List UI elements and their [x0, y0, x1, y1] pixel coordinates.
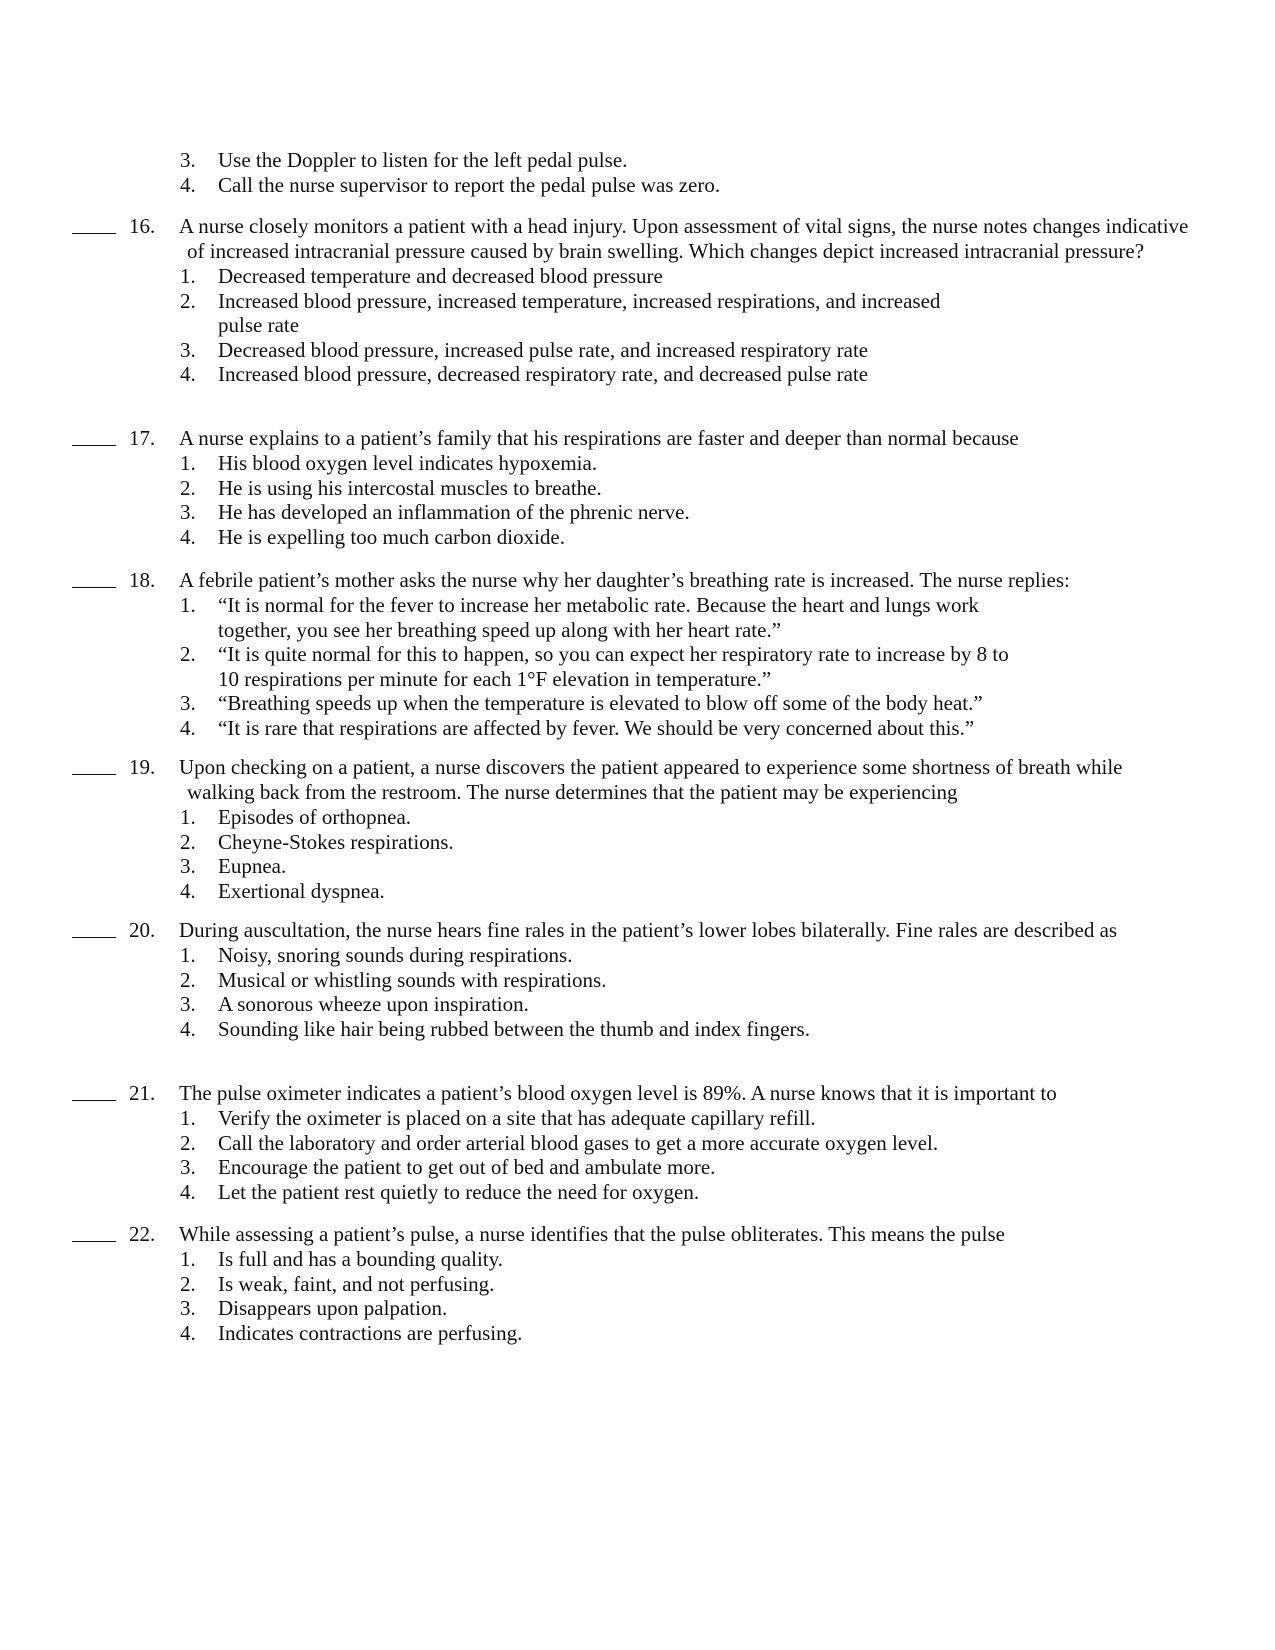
option-text: Sounding like hair being rubbed between the thumb and index fingers. — [218, 1016, 810, 1041]
question-21 — [0, 1081, 1275, 1204]
answer-blank[interactable] — [72, 568, 116, 588]
answer-blank[interactable] — [72, 214, 116, 234]
option-number: 1. — [180, 805, 196, 829]
option-number: 1. — [180, 593, 196, 617]
answer-option — [180, 642, 1018, 691]
option-number: 3. — [180, 500, 196, 524]
answer-blank[interactable] — [72, 1081, 116, 1101]
question-text: Upon checking on a patient, a nurse discovers the patient appeared to experience some shortness of breath while walking back from the restroom. The nurse determines that the patient may be experiencing — [179, 755, 1123, 804]
question-stem — [129, 755, 1127, 805]
answer-option — [180, 1272, 1218, 1297]
answer-option — [180, 879, 1218, 904]
option-number: 2. — [180, 475, 196, 500]
question-text: While assessing a patient’s pulse, a nurse identifies that the pulse obliterates. This means the pulse — [179, 1222, 1006, 1246]
question-number: 18. — [129, 568, 156, 592]
answer-option — [180, 525, 1218, 550]
continued-options — [0, 148, 1275, 197]
option-number: 3. — [180, 1155, 196, 1179]
option-text: Episodes of orthopnea. — [218, 805, 412, 829]
answer-option — [180, 1017, 1218, 1042]
option-text: He is using his intercostal muscles to breathe. — [218, 475, 602, 500]
answer-option — [180, 716, 1218, 741]
answer-option — [180, 451, 1218, 476]
option-text: A sonorous wheeze upon inspiration. — [218, 992, 529, 1016]
option-number: 2. — [180, 288, 196, 313]
option-text: Noisy, snoring sounds during respirations. — [218, 943, 573, 967]
answer-option — [180, 148, 1218, 173]
answer-option — [180, 943, 1218, 968]
answer-option — [180, 1155, 1218, 1180]
option-text: Decreased blood pressure, increased pulse rate, and increased respiratory rate — [218, 337, 869, 362]
option-number: 2. — [180, 642, 196, 666]
option-number: 4. — [180, 1016, 196, 1041]
answer-option — [180, 1321, 1218, 1346]
question-stem — [129, 1081, 1197, 1106]
answer-option — [180, 1296, 1218, 1321]
answer-option — [180, 1247, 1218, 1272]
option-number: 4. — [180, 878, 196, 903]
question-text: A nurse explains to a patient’s family that his respirations are faster and deeper than normal because — [179, 426, 1019, 450]
question-22 — [0, 1222, 1275, 1345]
option-text: Call the nurse supervisor to report the pedal pulse was zero. — [218, 172, 721, 197]
answer-blank[interactable] — [72, 1222, 116, 1242]
question-stem — [129, 568, 1197, 593]
option-number: 3. — [180, 337, 196, 362]
option-number: 3. — [180, 1296, 196, 1320]
option-number: 3. — [180, 854, 196, 878]
option-text: His blood oxygen level indicates hypoxemia. — [218, 451, 598, 475]
answer-option — [180, 338, 1218, 363]
option-number: 2. — [180, 1130, 196, 1155]
question-number: 17. — [129, 426, 156, 450]
option-text: Encourage the patient to get out of bed and ambulate more. — [218, 1155, 716, 1179]
question-18 — [0, 568, 1275, 740]
option-text: Indicates contractions are perfusing. — [218, 1320, 523, 1345]
question-number: 19. — [129, 755, 156, 779]
option-number: 1. — [180, 1106, 196, 1130]
answer-option — [180, 173, 1218, 198]
option-text: Call the laboratory and order arterial blood gases to get a more accurate oxygen level. — [218, 1130, 939, 1155]
option-number: 4. — [180, 362, 196, 386]
option-number: 2. — [180, 967, 196, 992]
question-stem — [129, 918, 1147, 943]
option-text: “It is normal for the fever to increase her metabolic rate. Because the heart and lungs work together, you see her breathing speed up along with her heart rate.” — [218, 593, 979, 642]
option-number: 4. — [180, 1320, 196, 1345]
question-number: 21. — [129, 1081, 156, 1105]
answer-option — [180, 362, 1218, 387]
option-text: “It is quite normal for this to happen, so you can expect her respiratory rate to increase by 8 to 10 respirations per minute for each 1°F elevation in temperature.” — [218, 642, 1009, 691]
option-number: 2. — [180, 829, 196, 854]
option-text: Use the Doppler to listen for the left pedal pulse. — [218, 148, 628, 172]
question-number: 16. — [129, 214, 156, 238]
answer-option — [180, 476, 1218, 501]
question-number: 20. — [129, 918, 156, 942]
option-number: 4. — [180, 1179, 196, 1204]
question-text: During auscultation, the nurse hears fine rales in the patient’s lower lobes bilaterally. Fine rales are described as — [179, 918, 1118, 942]
option-number: 1. — [180, 264, 196, 288]
option-text: Increased blood pressure, increased temperature, increased respirations, and increased pulse rate — [218, 288, 941, 337]
answer-option — [180, 854, 1218, 879]
answer-blank[interactable] — [72, 918, 116, 938]
answer-option — [180, 805, 1218, 830]
option-text: He has developed an inflammation of the phrenic nerve. — [218, 500, 690, 524]
answer-option — [180, 830, 1218, 855]
option-number: 3. — [180, 992, 196, 1016]
answer-blank[interactable] — [72, 426, 116, 446]
answer-option — [180, 1131, 1218, 1156]
answer-option — [180, 1106, 1218, 1131]
option-number: 3. — [180, 148, 196, 172]
answer-option — [180, 691, 1218, 716]
answer-option — [180, 593, 1018, 642]
question-number: 22. — [129, 1222, 156, 1246]
question-19 — [0, 755, 1275, 903]
question-text: A nurse closely monitors a patient with a head injury. Upon assessment of vital signs, the nurse notes changes indicative of increased intracranial pressure caused by brain swelling. Which changes depict increased intracranial pressure? — [179, 214, 1189, 263]
question-17 — [0, 426, 1275, 549]
option-number: 4. — [180, 524, 196, 549]
question-16 — [0, 214, 1275, 387]
option-number: 1. — [180, 943, 196, 967]
question-text: A febrile patient’s mother asks the nurse why her daughter’s breathing rate is increased. The nurse replies: — [179, 568, 1070, 592]
answer-blank[interactable] — [72, 755, 116, 775]
answer-option — [180, 500, 1218, 525]
option-number: 4. — [180, 172, 196, 197]
option-text: Disappears upon palpation. — [218, 1296, 448, 1320]
option-text: Exertional dyspnea. — [218, 878, 385, 903]
option-text: Decreased temperature and decreased blood pressure — [218, 264, 663, 288]
answer-option — [180, 992, 1218, 1017]
answer-option — [180, 289, 978, 338]
option-text: Is full and has a bounding quality. — [218, 1247, 504, 1271]
option-number: 3. — [180, 691, 196, 715]
option-text: Verify the oximeter is placed on a site that has adequate capillary refill. — [218, 1106, 816, 1130]
question-stem — [129, 1222, 1197, 1247]
question-stem — [129, 426, 1197, 451]
question-20 — [0, 918, 1275, 1041]
option-text: Cheyne-Stokes respirations. — [218, 829, 454, 854]
option-text: Increased blood pressure, decreased respiratory rate, and decreased pulse rate — [218, 362, 869, 386]
option-text: Eupnea. — [218, 854, 287, 878]
answer-option — [180, 968, 1218, 993]
option-number: 4. — [180, 715, 196, 740]
option-text: He is expelling too much carbon dioxide. — [218, 524, 566, 549]
question-text: The pulse oximeter indicates a patient’s blood oxygen level is 89%. A nurse knows that it is important to — [179, 1081, 1057, 1105]
option-text: Musical or whistling sounds with respirations. — [218, 967, 607, 992]
option-text: “It is rare that respirations are affected by fever. We should be very concerned about this.” — [218, 715, 975, 740]
option-number: 1. — [180, 451, 196, 475]
answer-option — [180, 264, 1218, 289]
option-text: Is weak, faint, and not perfusing. — [218, 1271, 495, 1296]
option-number: 2. — [180, 1271, 196, 1296]
answer-option — [180, 1180, 1218, 1205]
question-stem — [129, 214, 1197, 264]
option-text: Let the patient rest quietly to reduce the need for oxygen. — [218, 1179, 700, 1204]
option-number: 1. — [180, 1247, 196, 1271]
option-text: “Breathing speeds up when the temperature is elevated to blow off some of the body heat.” — [218, 691, 983, 715]
